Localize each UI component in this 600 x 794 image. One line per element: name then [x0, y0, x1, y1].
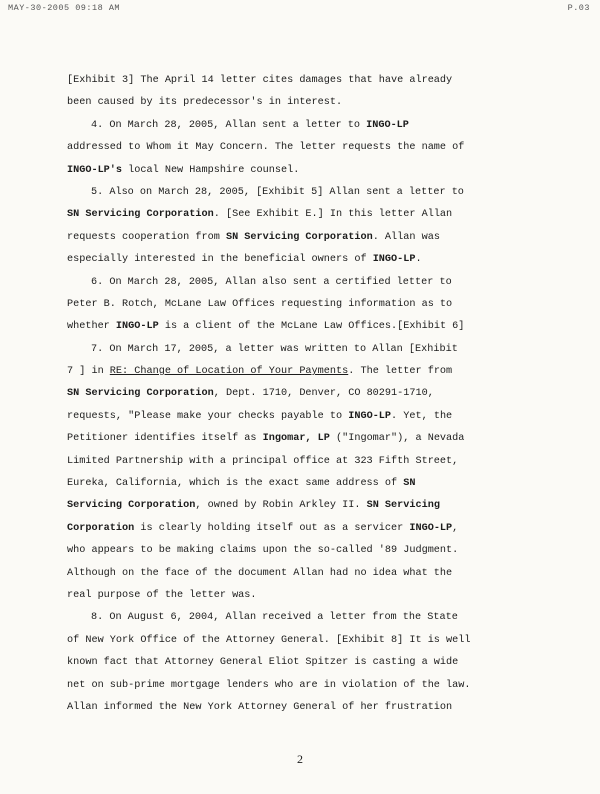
bold-text: INGO-LP: [366, 119, 409, 131]
text-segment: 7 ] in: [67, 366, 110, 378]
text-segment: addressed to Whom it May Concern. The letter requests the name of: [67, 142, 465, 154]
page-number: 2: [297, 752, 303, 766]
bold-text: INGO-LP: [348, 410, 392, 422]
text-segment: 7. On March 17, 2005, a letter was written to Allan [Exhibit: [91, 343, 458, 355]
text-line: [67, 563, 532, 585]
text-segment: , Dept. 1710, Denver, CO 80291-1710,: [213, 388, 434, 400]
text-segment: requests, "Please make your checks payable to: [67, 410, 349, 422]
text-segment: is clearly holding itself out as a servicer: [134, 522, 410, 534]
text-line: [67, 92, 532, 114]
bold-text: SN: [403, 478, 416, 490]
text-line: [67, 160, 532, 182]
bold-text: INGO-LP: [115, 321, 159, 333]
text-line: [67, 675, 532, 697]
text-segment: . Yet, the: [391, 410, 453, 422]
text-line: [67, 495, 532, 517]
text-segment: , owned by Robin Arkley II.: [195, 500, 367, 512]
text-line: [67, 294, 532, 316]
text-segment: Although on the face of the document Allan had no idea what the: [67, 567, 453, 579]
fax-header: [8, 3, 590, 15]
text-line: [67, 272, 532, 294]
text-segment: .: [415, 254, 422, 266]
text-segment: been caused by its predecessor's in interest.: [67, 97, 343, 109]
bold-text: INGO-LP's: [67, 164, 123, 176]
text-line: [67, 607, 532, 629]
text-line: [67, 115, 532, 137]
text-segment: . [See Exhibit E.] In this letter Allan: [213, 209, 453, 221]
underlined-text: RE: Change of Location of Your Payments: [109, 366, 349, 378]
text-line: [67, 518, 532, 540]
text-segment: Petitioner identifies itself as: [67, 433, 263, 445]
text-segment: ("Ingomar"), a Nevada: [329, 433, 465, 445]
bold-text: SN Servicing Corporation: [225, 231, 373, 243]
text-line: [67, 585, 532, 607]
bold-text: Corporation: [67, 522, 135, 534]
bold-text: SN Servicing Corporation: [67, 388, 214, 400]
text-line: [67, 630, 532, 652]
fax-timestamp: MAY-30-2005 09:18 AM: [8, 3, 121, 13]
text-segment: . Allan was: [372, 231, 440, 243]
text-segment: Eureka, California, which is the exact same address of: [67, 478, 404, 490]
bold-text: INGO-LP: [372, 254, 416, 266]
text-line: [67, 204, 532, 226]
text-segment: is a client of the McLane Law Offices.[Exhibit 6]: [158, 321, 465, 333]
text-line: [67, 540, 532, 562]
text-segment: who appears to be making claims upon the so-called '89 Judgment.: [67, 545, 459, 557]
text-line: [67, 383, 532, 405]
bold-text: Ingomar, LP: [262, 433, 330, 445]
text-line: [67, 428, 532, 450]
text-segment: ,: [452, 522, 459, 534]
text-segment: 4. On March 28, 2005, Allan sent a letter to: [91, 119, 367, 131]
text-line: [67, 70, 532, 92]
text-line: [67, 137, 532, 159]
text-segment: 6. On March 28, 2005, Allan also sent a certified letter to: [91, 276, 452, 288]
text-segment: 8. On August 6, 2004, Allan received a letter from the State: [91, 612, 458, 624]
bold-text: SN Servicing: [366, 500, 440, 512]
text-segment: net on sub-prime mortgage lenders who are in violation of the law.: [67, 679, 471, 691]
text-segment: whether: [67, 321, 116, 333]
text-line: [67, 249, 532, 271]
text-line: [67, 227, 532, 249]
text-segment: especially interested in the beneficial owners of: [67, 254, 373, 266]
text-line: [67, 316, 532, 338]
text-segment: real purpose of the letter was.: [67, 589, 257, 601]
text-line: [67, 451, 532, 473]
text-line: [67, 697, 532, 719]
text-line: [67, 182, 532, 204]
text-segment: local New Hampshire counsel.: [122, 164, 300, 176]
text-segment: Allan informed the New York Attorney General of her frustration: [67, 701, 453, 713]
text-segment: of New York Office of the Attorney General. [Exhibit 8] It is well: [67, 634, 471, 646]
document-body: [67, 70, 532, 719]
text-line: [67, 406, 532, 428]
text-segment: Peter B. Rotch, McLane Law Offices requesting information as to: [67, 298, 453, 310]
bold-text: SN Servicing Corporation: [67, 209, 214, 221]
fax-page-code: P.03: [567, 3, 590, 13]
text-line: [67, 339, 532, 361]
text-segment: . The letter from: [348, 366, 453, 378]
text-line: [67, 473, 532, 495]
text-segment: known fact that Attorney General Eliot Spitzer is casting a wide: [67, 657, 459, 669]
text-line: [67, 652, 532, 674]
bold-text: Servicing Corporation: [67, 500, 196, 512]
text-segment: 5. Also on March 28, 2005, [Exhibit 5] Allan sent a letter to: [91, 186, 464, 198]
text-segment: [Exhibit 3] The April 14 letter cites damages that have already: [67, 75, 453, 86]
bold-text: INGO-LP: [409, 522, 453, 534]
text-line: [67, 361, 532, 383]
text-segment: requests cooperation from: [67, 231, 226, 243]
text-segment: Limited Partnership with a principal office at 323 Fifth Street,: [67, 455, 459, 467]
